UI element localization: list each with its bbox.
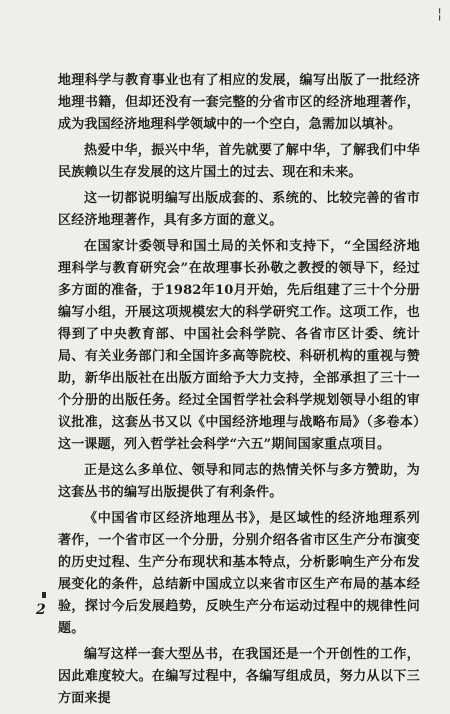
paragraph-2: 热爱中华，振兴中华，首先就要了解中华，了解我们中华民族赖以生存发展的这片国土的过去、现在和未来。 bbox=[58, 143, 420, 180]
body-text bbox=[58, 70, 420, 714]
corner-mark: ¦ bbox=[437, 6, 442, 22]
paragraph-6: 《中国省市区经济地理丛书》，是区域性的经济地理系列著作，一个省市区一个分册，分别介绍各省市区生产分布演变的历史过程、生产分布现状和基本特点，分析影响生产分布发展变化的条件，总结新中国成立以来省市区生产布局的基本经验，探讨今后发展趋势，反映生产分布运动过程中的规律性问题。 bbox=[58, 511, 420, 636]
paragraph-1: 地理科学与教育事业也有了相应的发展，编写出版了一批经济地理书籍，但却还没有一套完整的分省市区的经济地理著作，成为我国经济地理科学领域中的一个空白，急需加以填补。 bbox=[58, 73, 420, 132]
paragraph-3: 这一切都说明编写出版成套的、系统的、比较完善的省市区经济地理著作，具有多方面的意义。 bbox=[58, 191, 420, 228]
margin-mark bbox=[42, 592, 46, 598]
paragraph-5: 正是这么多单位、领导和同志的热情关怀与多方赞助，为这套丛书的编写出版提供了有利条件。 bbox=[58, 463, 420, 500]
paragraph-4: 在国家计委领导和国土局的关怀和支持下，“全国经济地理科学与教育研究会”在故理事长孙敬之教授的领导下，经过多方面的准备，于1982年10月开始，先后组建了三十个分册编写小组，开展这项规模宏大的科学研究工作。这项工作，也得到了中央教育部、中国社会科学院、各省市区计委、统计局、有关业务部门和全国许多高等院校、科研机构的重视与赞助，新华出版社在出版方面给予大力支持，全部承担了三十一个分册的出版任务。经过全国哲学社会科学规划领导小组的审议批准，这套丛书又以《中国经济地理与战略布局》（多卷本）这一课题，列入哲学社会科学“六五”期间国家重点项目。 bbox=[58, 239, 420, 452]
page-number: 2 bbox=[36, 602, 46, 618]
paragraph-7: 编写这样一套大型丛书，在我国还是一个开创性的工作，因此难度较大。在编写过程中，各编写组成员，努力从以下三方面来提 bbox=[58, 647, 420, 706]
